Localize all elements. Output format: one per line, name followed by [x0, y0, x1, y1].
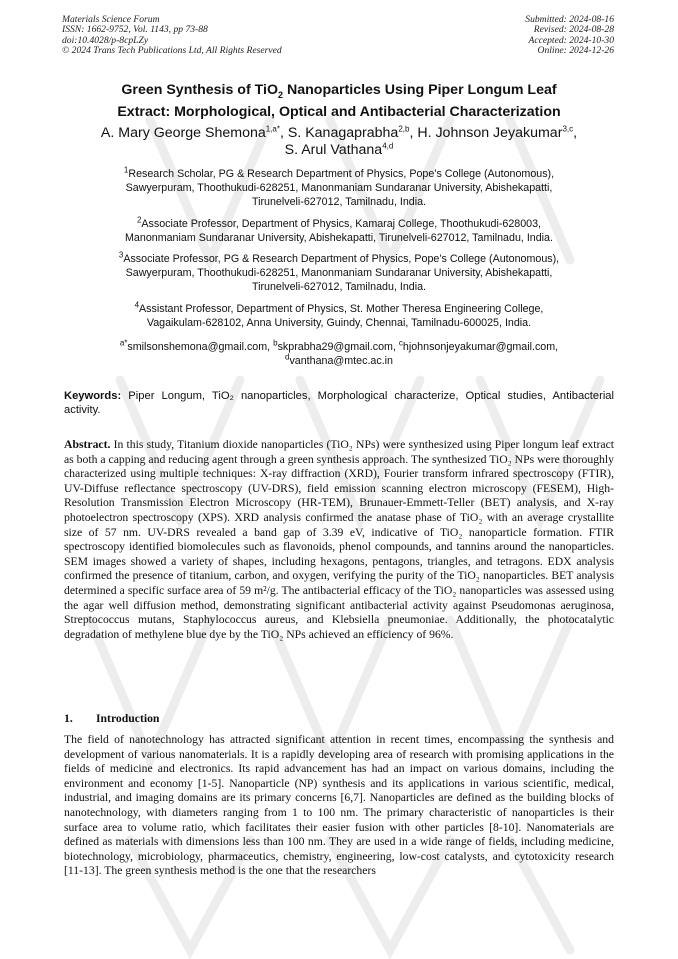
author-name: S. Kanagaprabha — [287, 125, 399, 141]
abstract-block — [64, 438, 614, 642]
author-name: H. Johnson Jeyakumar — [417, 125, 563, 141]
date-revised: Revised: 2024-08-28 — [533, 24, 614, 36]
affiliation-line: Vagaikulam-628102, Anna University, Guindy, Chennai, Tamilnadu-600025, India. — [146, 316, 532, 329]
title-part: Green Synthesis of TiO — [121, 82, 279, 98]
abstract-label: Abstract. — [64, 438, 111, 451]
email-marker: c — [398, 338, 403, 348]
email-link[interactable]: smilsonshemona@gmail.com — [127, 341, 268, 353]
affiliation-line: Assistant Professor, Department of Physics, St. Mother Theresa Engineering College, — [139, 303, 544, 315]
journal-info — [62, 15, 282, 56]
keywords-text: Piper Longum, TiO₂ nanoparticles, Morphological characterize, Optical studies, Antibacterial activity. — [64, 390, 615, 416]
affiliation-marker: 3 — [118, 250, 124, 260]
affiliation-marker: 4 — [134, 300, 140, 310]
journal-doi: doi:10.4028/p-8cpLZy — [62, 34, 149, 46]
date-online: Online: 2024-12-26 — [537, 44, 614, 56]
affiliation-line: Manonmaniam Sundaranar University, Abishekapatti, Tirunelveli-627012, Tamilnadu, India. — [125, 231, 553, 244]
affiliation-marker: 2 — [136, 215, 142, 225]
paper-title — [40, 82, 638, 121]
affiliation-line: Associate Professor, Department of Physics, Kamaraj College, Thoothukudi-628003, — [141, 218, 542, 230]
introduction-paragraph: The field of nanotechnology has attracted significant attention in recent times, encompassing the synthesis and development of various nanomaterials. It is a rapidly developing area of research with promising applications in the fields of medicine and electronics. Its rapid advancement has had an impact on various domains, including the environment and economy [1-5]. Nanoparticle (NP) synthesis and its applications in various scientific, medical, industrial, and imaging domains are its primary concerns [6,7]. Nanoparticles are defined as the building blocks of nanotechnology, with diameters ranging from 1 to 100 nm. The primary characteristic of nanoparticles is their surface area to volume ratio, which facilitates their easier fusion with other particles [8-10]. Nanomaterials are defined as materials with dimensions less than 100 nm. They are used in a wide range of fields, including medicine, biotechnology, microbiology, pharmaceutics, chemistry, engineering, low-cost catalysts, and cytotoxicity research [11-13]. The green synthesis method is the one that the researchers — [64, 733, 614, 878]
author-name: A. Mary George Shemona — [100, 125, 266, 141]
author-marker: 4,d — [382, 141, 394, 151]
email-marker: b — [273, 338, 278, 348]
title-part: Nanoparticles Using Piper Longum Leaf — [283, 82, 557, 98]
submission-dates — [525, 15, 614, 56]
affiliation-2 — [70, 215, 608, 246]
affiliation-4 — [70, 300, 608, 331]
author-emails: $^{a*}$smilsonshemona@gmail.com, $^b$skprabha29@gmail.com, $^c$hjohnsonjeyakumar@gmail.com, $^d$vanthana@mtec.ac.in — [119, 338, 559, 367]
affiliation-marker: 1 — [123, 165, 129, 175]
email-link[interactable]: skprabha29@gmail.com — [277, 341, 393, 353]
author-marker: 3,c — [562, 124, 574, 134]
author-marker: 2,b — [398, 124, 410, 134]
email-link[interactable]: vanthana@mtec.ac.in — [289, 354, 393, 367]
author-list: A. Mary George Shemona$^{1,a*}$, S. Kanagaprabha$^{2,b}$, H. Johnson Jeyakumar$^{3,c}$, S. Arul Vathana$^{4,d}$ — [100, 124, 578, 158]
journal-copyright: © 2024 Trans Tech Publications Ltd, All Rights Reserved — [62, 44, 282, 56]
affiliation-line: Sawyerpuram, Thoothukudi-628251, Manonmaniam Sundaranar University, Abishekapatti, — [125, 266, 553, 279]
affiliation-3 — [70, 250, 608, 294]
email-marker: a* — [119, 338, 128, 348]
affiliation-line: Associate Professor, PG & Research Department of Physics, Pope’s College (Autonomous), — [123, 253, 560, 265]
affiliation-1 — [70, 165, 608, 209]
journal-issn: ISSN: 1662-9752, Vol. 1143, pp 73-88 — [62, 24, 208, 36]
affiliation-line: Tirunelveli-627012, Tamilnadu, India. — [251, 195, 427, 208]
affiliation-line: Research Scholar, PG & Research Department of Physics, Pope’s College (Autonomous), — [128, 168, 555, 180]
date-submitted: Submitted: 2024-08-16 — [525, 14, 614, 25]
affiliation-line: Sawyerpuram, Thoothukudi-628251, Manonmaniam Sundaranar University, Abishekapatti, — [125, 181, 553, 194]
abstract-text: In this study, Titanium dioxide nanoparticles (TiO₂ NPs) were synthesized using Piper longum leaf extract as both a capping and reducing agent through a green synthesis approach. The synthesized TiO₂ NPs were thoroughly characterized using multiple techniques: X-ray diffraction (XRD), Fourier transform infrared spectroscopy (FTIR), UV-Diffuse reflectance spectroscopy (UV-DRS), field emission scanning electron microscopy (FESEM), High-Resolution Transmission Electron Microscopy (HR-TEM), Brunauer-Emmett-Teller (BET) analysis, and X-ray photoelectron spectroscopy (XPS). XRD analysis confirmed the anatase phase of TiO₂ with an average crystallite size of 57 nm. UV-DRS revealed a band gap of 3.39 eV, indicative of TiO₂ nanoparticle formation. FTIR spectroscopy identified biomolecules such as flavonoids, phenol compounds, and tannins around the nanoparticles. SEM images showed a variety of shapes, including hexagons, pentagons, triangles, and tetragons. EDX analysis confirmed the presence of titanium, carbon, and oxygen, verifying the purity of the TiO₂ nanoparticles. BET analysis determined a specific surface area of 59 m²/g. The antibacterial efficacy of the TiO₂ nanoparticles was assessed using the agar well diffusion method, demonstrating significant antibacterial activity against Pseudomonas aeruginosa, Streptococcus mutans, Staphylococcus aureus, and Klebsiella pneumoniae. Additionally, the photocatalytic degradation of methylene blue dye by the TiO₂ NPs achieved an efficiency of 96%. — [64, 438, 615, 641]
title-line-2: Extract: Morphological, Optical and Antibacterial Characterization — [117, 103, 561, 120]
section-heading-introduction — [64, 712, 159, 725]
journal-name: Materials Science Forum — [62, 14, 160, 25]
author-marker: 1,a* — [265, 124, 280, 134]
email-link[interactable]: hjohnsonjeyakumar@gmail.com — [402, 341, 556, 353]
title-subscript: 2 — [278, 89, 284, 100]
affiliation-line: Tirunelveli-627012, Tamilnadu, India. — [251, 280, 427, 293]
section-number: 1. — [64, 712, 73, 725]
section-title: Introduction — [96, 712, 160, 725]
keywords-label: Keywords: — [64, 390, 122, 402]
keywords-block — [64, 389, 614, 417]
author-name: S. Arul Vathana — [284, 142, 383, 158]
email-marker: d — [285, 352, 290, 362]
date-accepted: Accepted: 2024-10-30 — [528, 34, 614, 46]
